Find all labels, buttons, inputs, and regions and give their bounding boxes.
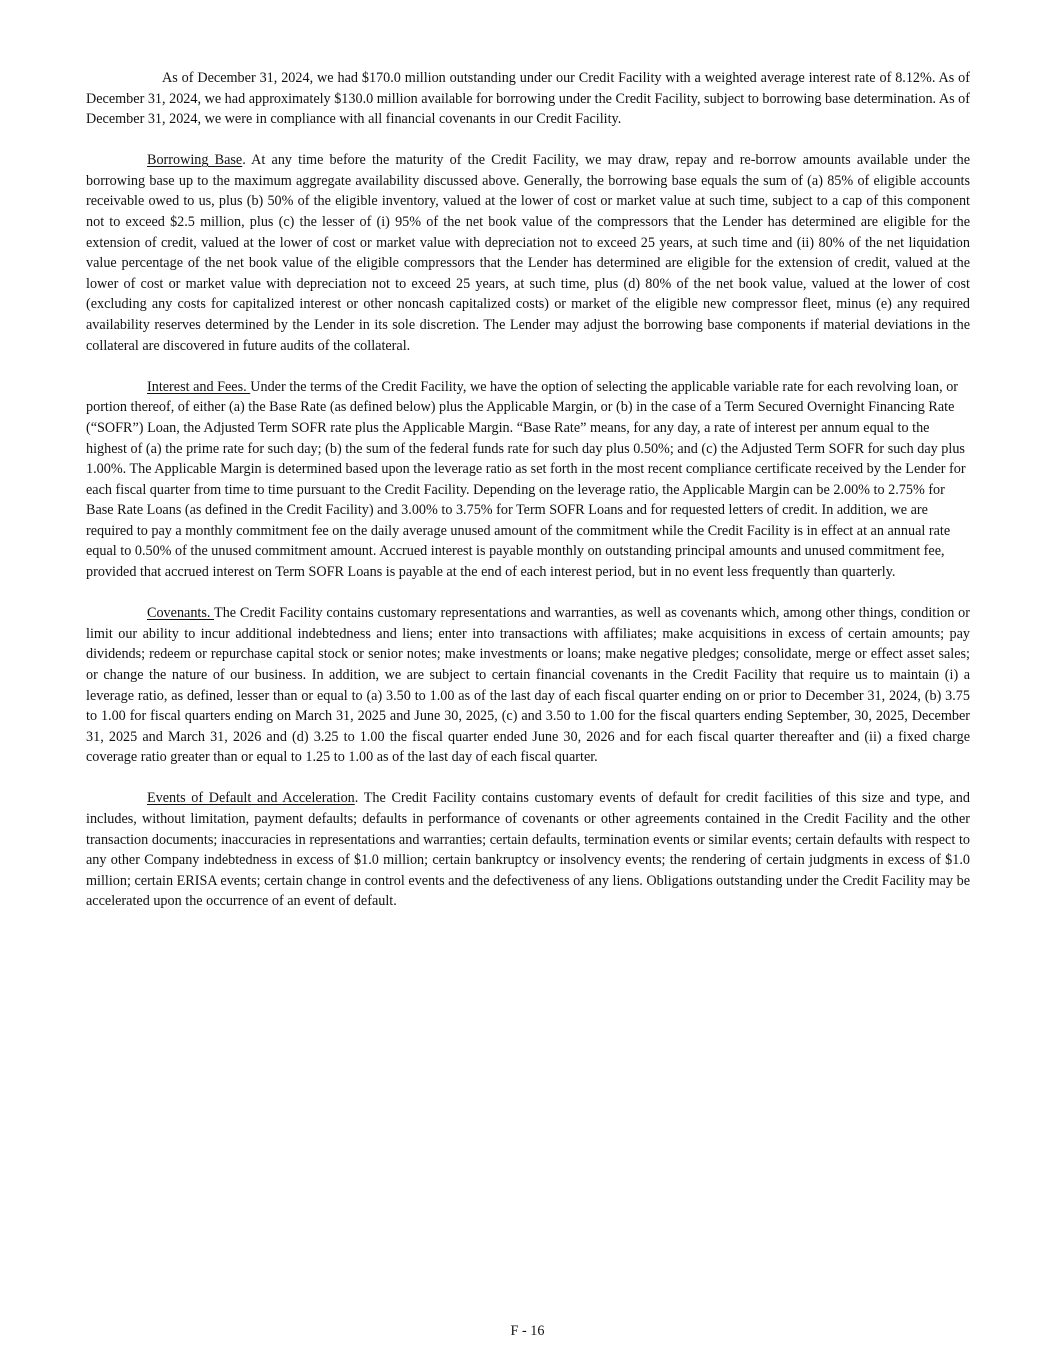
section-heading-covenants: Covenants. (147, 605, 215, 622)
paragraph-events-of-default (86, 788, 970, 912)
paragraph-credit-facility-status (86, 68, 970, 130)
section-heading-borrowing-base: Borrowing Base (147, 152, 243, 169)
paragraph-text: . At any time before the maturity of the Credit Facility, we may draw, repay and re-borrow amounts available under the borrowing base up to the maximum aggregate availability discussed above. Generally, the borrowing base equals the sum of (a) 85% of eligible accounts receivable owed to us, plus (b) 50% of the eligible inventory, valued at the lower of cost or market value at such time, subject to a cap of this component not to exceed $2.5 million, plus (c) the lesser of (i) 95% of the net book value of the compressors that the Lender has determined are eligible for the extension of credit, valued at the lower of cost or market value with depreciation not to exceed 25 years, at such time and (ii) 80% of the net liquidation value percentage of the net book value of the eligible compressors that the Lender has determined are eligible for the extension of credit, valued at the lower of cost or market value with depreciation not to exceed 25 years, at such time, plus (d) 80% of the net book value, valued at the lower of cost (excluding any costs for capitalized interest or other noncash capitalized costs) or market of the eligible new compressor fleet, minus (e) any required availability reserves determined by the Lender in its sole discretion. The Lender may adjust the borrowing base components if material deviations in the collateral are discovered in future audits of the collateral. (86, 152, 971, 354)
paragraph-covenants (86, 603, 970, 768)
document-body (86, 68, 970, 932)
paragraph-text: Under the terms of the Credit Facility, we have the option of selecting the applicable variable rate for each revolving loan, or portion thereof, of either (a) the Base Rate (as defined below) plus the Applicable Margin, or (b) in the case of a Term Secured Overnight Financing Rate (“SOFR”) Loan, the Adjusted Term SOFR rate plus the Applicable Margin. “Base Rate” means, for any day, a rate of interest per annum equal to the highest of (a) the prime rate for such day; (b) the sum of the federal funds rate for such day plus 0.50%; and (c) the Adjusted Term SOFR for such day plus 1.00%. The Applicable Margin is determined based upon the leverage ratio as set forth in the most recent compliance certificate received by the Lender for each fiscal quarter from time to time pursuant to the Credit Facility. Depending on the leverage ratio, the Applicable Margin can be 2.00% to 2.75% for Base Rate Loans (as defined in the Credit Facility) and 3.00% to 3.75% for Term SOFR Loans and for requested letters of credit. In addition, we are required to pay a monthly commitment fee on the daily average unused amount of the commitment while the Credit Facility is in effect at an annual rate equal to 0.50% of the unused commitment amount. Accrued interest is payable monthly on outstanding principal amounts and unused commitment fee, provided that accrued interest on Term SOFR Loans is payable at the end of each interest period, but in no event less frequently than quarterly. (86, 378, 966, 581)
paragraph-text: . The Credit Facility contains customary events of default for credit facilities of this size and type, and includes, without limitation, payment defaults; defaults in performance of covenants or other agreements contained in the Credit Facility and the other transaction documents; inaccuracies in representations and warranties; certain defaults, termination events or similar events; certain defaults with respect to any other Company indebtedness in excess of $1.0 million; certain bankruptcy or insolvency events; the rendering of certain judgments in excess of $1.0 million; certain ERISA events; certain change in control events and the defectiveness of any liens. Obligations outstanding under the Credit Facility may be accelerated upon the occurrence of an event of default. (86, 790, 970, 910)
paragraph-text: As of December 31, 2024, we had $170.0 million outstanding under our Credit Facility with a weighted average interest rate of 8.12%. As of December 31, 2024, we had approximately $130.0 million available for borrowing under the Credit Facility, subject to borrowing base determination. As of December 31, 2024, we were in compliance with all financial covenants in our Credit Facility. (86, 70, 971, 128)
page-number: F - 16 (510, 1323, 545, 1339)
paragraph-borrowing-base (86, 150, 970, 356)
paragraph-interest-and-fees (86, 377, 970, 583)
section-heading-events-of-default: Events of Default and Acceleration (147, 790, 355, 807)
section-heading-interest-and-fees: Interest and Fees. (147, 378, 251, 395)
paragraph-text: The Credit Facility contains customary representations and warranties, as well as covenants which, among other things, condition or limit our ability to incur additional indebtedness and liens; enter into transactions with affiliates; make acquisitions in excess of certain amounts; pay dividends; redeem or repurchase capital stock or senior notes; make investments or loans; make negative pledges; consolidate, merge or effect asset sales; or change the nature of our business. In addition, we are subject to certain financial covenants in the Credit Facility that require us to maintain (i) a leverage ratio, as defined, lesser than or equal to (a) 3.50 to 1.00 as of the last day of each fiscal quarter ending on or prior to December 31, 2024, (b) 3.75 to 1.00 for fiscal quarters ending on March 31, 2025 and June 30, 2025, (c) and 3.50 to 1.00 for the fiscal quarters ending September, 30, 2025, December 31, 2025 and March 31, 2026 and (d) 3.25 to 1.00 the fiscal quarter ended June 30, 2026 and for each fiscal quarter thereafter and (ii) a fixed charge coverage ratio greater than or equal to 1.25 to 1.00 as of the last day of each fiscal quarter. (86, 605, 970, 766)
